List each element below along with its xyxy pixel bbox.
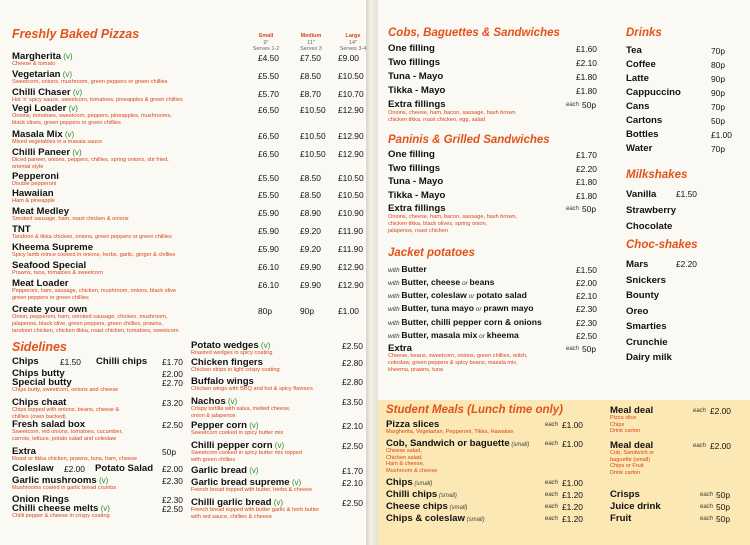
pizza-desc: Prawns, tuna, tomatoes & sweetcorn bbox=[12, 270, 104, 276]
price-medium: £10.50 bbox=[300, 131, 326, 141]
student-item-name: Chips (small) bbox=[386, 477, 433, 488]
price-large: £10.90 bbox=[338, 208, 364, 218]
sideline-name: Potato wedges (v) bbox=[191, 340, 271, 351]
pizza-name: Chilli Chaser (v) bbox=[12, 87, 83, 98]
meal-deal-desc: Drink carton bbox=[610, 469, 641, 476]
each-label: each bbox=[700, 504, 714, 510]
pizza-desc: oriental style bbox=[12, 164, 44, 170]
sideline-name: Chilli garlic bread (v) bbox=[191, 497, 284, 508]
size-large-header: Large 14" Serves 3-4 bbox=[339, 33, 367, 52]
sideline-name: Garlic bread supreme (v) bbox=[191, 477, 302, 488]
pizza-desc: green peppers or green chillies bbox=[12, 295, 89, 301]
pizza-name: Pepperoni bbox=[12, 171, 59, 182]
pizza-desc: Smoked sausage, ham, roast chicken & onions bbox=[12, 216, 129, 222]
size-medium-header: Medium 11" Serves 3 bbox=[300, 33, 322, 52]
drink-name: Water bbox=[626, 143, 653, 154]
meal-deal-name: Meal deal bbox=[610, 405, 654, 416]
sideline-desc: with green chillies bbox=[191, 457, 236, 463]
cobs-item-name: Tikka - Mayo bbox=[388, 85, 446, 96]
price-large: £12.90 bbox=[338, 262, 364, 272]
price-small: £5.90 bbox=[258, 244, 279, 254]
cobs-item-price: £1.80 bbox=[576, 86, 597, 96]
price-small: £5.50 bbox=[258, 71, 279, 81]
drink-price: 50p bbox=[711, 116, 725, 126]
sideline-desc: Chips butty, sweetcorn, onions and cheese bbox=[12, 387, 119, 393]
jacket-item-name: with Butter, masala mix or kheema bbox=[388, 330, 519, 340]
pizza-name: Masala Mix (v) bbox=[12, 129, 75, 140]
jacket-item-price: £2.30 bbox=[576, 304, 597, 314]
pizza-desc: tandoori chicken, chicken tikka, roast chicken, tomatoes, sweetcorn bbox=[12, 328, 179, 334]
student-extra-price: 50p bbox=[716, 490, 730, 500]
pizza-name: Meat Loader bbox=[12, 278, 69, 289]
sideline-price: £2.10 bbox=[342, 421, 363, 431]
milkshake-name: Strawberry bbox=[626, 205, 677, 216]
price-small: £6.10 bbox=[258, 262, 279, 272]
sideline-name: Special butty bbox=[12, 377, 72, 388]
meal-deal-desc: Chips bbox=[610, 421, 625, 428]
student-item-price: £1.00 bbox=[562, 420, 583, 430]
pizza-desc: Cheese & tomato bbox=[12, 61, 56, 67]
milkshake-name: Chocolate bbox=[626, 221, 673, 232]
jacket-item-price: £2.00 bbox=[576, 278, 597, 288]
student-extra-price: 50p bbox=[716, 514, 730, 524]
chocshake-name: Oreo bbox=[626, 305, 649, 317]
drink-price: 90p bbox=[711, 74, 725, 84]
sideline-desc: chillies (oven backed) bbox=[12, 414, 66, 420]
drink-price: 90p bbox=[711, 88, 725, 98]
drink-name: Cartons bbox=[626, 115, 663, 126]
sideline-name: Chips butty bbox=[12, 368, 65, 379]
jacket-title: Jacket potatoes bbox=[388, 247, 475, 259]
meal-deal-desc: Pizza slice bbox=[610, 415, 637, 421]
pizza-name: Margherita (v) bbox=[12, 51, 73, 62]
panini-item-name: Tuna - Mayo bbox=[388, 176, 444, 187]
jacket-item-name: with Butter, coleslaw or potato salad bbox=[388, 290, 527, 300]
cobs-item-name: One filling bbox=[388, 43, 435, 54]
sideline-desc: Roasted wedges in spicy coating bbox=[191, 350, 273, 356]
pizza-name: Hawaiian bbox=[12, 188, 54, 199]
sideline-desc: French bread topped with butter garlic & herb butter bbox=[191, 507, 320, 513]
price-medium: £8.50 bbox=[300, 71, 321, 81]
sideline-name: Coleslaw bbox=[12, 463, 54, 474]
drink-name: Cans bbox=[626, 101, 650, 112]
sideline-desc: French bread topped with butter, herbs & cheese bbox=[191, 487, 312, 493]
sideline-price: £2.50 bbox=[162, 420, 183, 430]
jacket-item-price: £2.10 bbox=[576, 291, 597, 301]
price-small: £4.50 bbox=[258, 53, 279, 63]
jacket-item-name: with Butter, cheese or beans bbox=[388, 277, 495, 287]
jacket-extra-name: Extra bbox=[388, 343, 412, 354]
pizza-desc: Sweetcorn, onions, mushroom, green peppers or green chillies bbox=[12, 79, 168, 85]
price-medium: £10.50 bbox=[300, 149, 326, 159]
panini-item-name: Two fillings bbox=[388, 163, 441, 174]
sideline-price: £1.50 bbox=[60, 357, 81, 367]
pizza-name: Meat Medley bbox=[12, 206, 70, 217]
student-item-price: £1.00 bbox=[562, 439, 583, 449]
sideline-price: £1.70 bbox=[342, 466, 363, 476]
drinks-title: Drinks bbox=[626, 27, 662, 39]
meal-deal-desc: Chips or Fruit bbox=[610, 463, 644, 469]
price-medium: £8.70 bbox=[300, 89, 321, 99]
each-label: each bbox=[700, 492, 714, 498]
sideline-name: Pepper corn (v) bbox=[191, 420, 259, 431]
each-label: each bbox=[693, 443, 707, 449]
pizza-title: Freshly Baked Pizzas bbox=[12, 27, 140, 41]
student-desc: Chicken salad, bbox=[386, 454, 423, 461]
meal-deal-desc: Cob, Sandwich or bbox=[610, 450, 655, 456]
sideline-desc: Crispy tortilla with salsa, melted cheese, bbox=[191, 406, 291, 412]
pizza-desc: Onions, tomatoes, sweetcorn, peppers, pineapples, mushrooms, bbox=[12, 113, 172, 119]
panini-item-name: Extra fillings bbox=[388, 203, 446, 214]
sideline-name: Fresh salad box bbox=[12, 419, 86, 430]
student-extra-name: Fruit bbox=[610, 513, 632, 524]
cobs-item-name: Extra fillings bbox=[388, 99, 446, 110]
drink-price: 70p bbox=[711, 144, 725, 154]
pizza-desc: Mixed vegetables in a masala sauce bbox=[12, 139, 103, 145]
each-label: each bbox=[545, 441, 559, 447]
chocshake-name: Crunchie bbox=[626, 336, 668, 348]
chocshake-name: Snickers bbox=[626, 274, 667, 286]
drink-name: Tea bbox=[626, 45, 642, 56]
chocshake-name: Mars bbox=[626, 259, 649, 270]
sideline-name: Garlic mushrooms (v) bbox=[12, 475, 109, 486]
sideline-name: Chilli pepper corn (v) bbox=[191, 440, 285, 451]
price-large: £10.70 bbox=[338, 89, 364, 99]
sideline-name: Extra bbox=[12, 446, 36, 457]
sideline-name: Chilli chips bbox=[96, 356, 148, 367]
student-item-name: Cob, Sandwich or baguette (small) bbox=[386, 438, 530, 449]
price-large: £12.90 bbox=[338, 280, 364, 290]
price-small: £6.10 bbox=[258, 280, 279, 290]
student-item-name: Cheese chips (small) bbox=[386, 501, 468, 512]
sideline-name: Garlic bread (v) bbox=[191, 465, 259, 476]
price-large: £12.90 bbox=[338, 131, 364, 141]
price-large: £9.00 bbox=[338, 53, 359, 63]
sideline-price: £2.50 bbox=[342, 498, 363, 508]
jacket-item-price: £2.50 bbox=[576, 331, 597, 341]
price-medium: £10.50 bbox=[300, 105, 326, 115]
sideline-price: £2.00 bbox=[64, 464, 85, 474]
drink-name: Latte bbox=[626, 73, 649, 84]
sideline-price: £2.00 bbox=[162, 369, 183, 379]
cobs-item-price: 50p bbox=[582, 100, 596, 110]
cobs-item-name: Two fillings bbox=[388, 57, 441, 68]
pizza-name: Chilli Paneer (v) bbox=[12, 147, 82, 158]
pizza-desc: Double pepperoni bbox=[12, 181, 57, 187]
paninis-title: Paninis & Grilled Sandwiches bbox=[388, 134, 550, 146]
pizza-name: Create your own bbox=[12, 304, 88, 315]
each-label: each bbox=[566, 206, 580, 212]
chocshakes-price: £2.20 bbox=[676, 259, 697, 269]
price-small: £5.50 bbox=[258, 190, 279, 200]
student-item-price: £1.20 bbox=[562, 514, 583, 524]
price-large: £10.50 bbox=[338, 71, 364, 81]
student-extra-name: Crisps bbox=[610, 489, 640, 500]
price-small: £5.90 bbox=[258, 208, 279, 218]
chocshake-name: Smarties bbox=[626, 321, 667, 332]
sideline-price: £2.80 bbox=[342, 377, 363, 387]
panini-item-name: One filling bbox=[388, 149, 435, 160]
panini-desc: jalapenos, roast chicken bbox=[388, 228, 449, 234]
sideline-price: £2.50 bbox=[342, 441, 363, 451]
sideline-price: £2.80 bbox=[342, 358, 363, 368]
each-label: each bbox=[693, 408, 707, 414]
price-medium: £8.50 bbox=[300, 173, 321, 183]
milkshake-name: Vanilla bbox=[626, 189, 657, 200]
student-desc: Cheese salad, bbox=[386, 448, 422, 454]
sideline-desc: Chips topped with onions, beans, cheese & bbox=[12, 407, 120, 413]
sideline-desc: onion & jalapenos bbox=[191, 413, 236, 419]
chocshake-name: Dairy milk bbox=[626, 352, 672, 363]
cobs-item-price: £1.60 bbox=[576, 44, 597, 54]
panini-item-price: £1.80 bbox=[576, 191, 597, 201]
pizza-desc: jalapenos, black olive, green peppers, green chillies, prawns, bbox=[12, 321, 163, 327]
price-large: £10.50 bbox=[338, 190, 364, 200]
price-medium: 90p bbox=[300, 306, 314, 316]
each-label: each bbox=[545, 480, 559, 486]
meal-deal-desc: Drink carton bbox=[610, 428, 641, 434]
cobs-title: Cobs, Baguettes & Sandwiches bbox=[388, 27, 560, 39]
sideline-price: £2.30 bbox=[162, 495, 183, 505]
price-medium: £9.20 bbox=[300, 244, 321, 254]
meal-deal-name: Meal deal bbox=[610, 440, 654, 451]
sideline-price: £2.00 bbox=[162, 464, 183, 474]
price-small: £5.70 bbox=[258, 89, 279, 99]
price-medium: £9.90 bbox=[300, 280, 321, 290]
sideline-price: £2.50 bbox=[162, 504, 183, 514]
price-small: £6.50 bbox=[258, 149, 279, 159]
sideline-desc: Roast or tikka chicken, prawns, tuna, ham, cheese bbox=[12, 456, 137, 462]
pizza-name: Kheema Supreme bbox=[12, 242, 94, 253]
student-item-price: £1.00 bbox=[562, 478, 583, 488]
sideline-name: Chilli cheese melts (v) bbox=[12, 503, 110, 514]
cobs-desc: Onions, cheese, ham, bacon, sausage, hash brown bbox=[388, 110, 516, 116]
chocshake-name: Bounty bbox=[626, 290, 660, 301]
sideline-desc: Sweetcorn, red onions, tomatoes, cucumber, bbox=[12, 429, 123, 435]
price-small: £5.90 bbox=[258, 226, 279, 236]
pizza-desc: Ham & pineapple bbox=[12, 198, 55, 204]
price-small: £5.50 bbox=[258, 173, 279, 183]
sideline-price: £2.10 bbox=[342, 478, 363, 488]
sideline-name: Chips chaat bbox=[12, 397, 67, 408]
drink-name: Coffee bbox=[626, 59, 656, 70]
drink-name: Cappuccino bbox=[626, 87, 681, 98]
student-item-name: Chilli chips (small) bbox=[386, 489, 457, 500]
panini-desc: Onions, cheese, ham, bacon, sausage, hash brown, bbox=[388, 214, 518, 220]
sideline-price: £2.50 bbox=[342, 341, 363, 351]
each-label: each bbox=[545, 516, 559, 522]
student-item-name: Chips & coleslaw (small) bbox=[386, 513, 485, 524]
drink-price: 70p bbox=[711, 46, 725, 56]
panini-item-price: £1.70 bbox=[576, 150, 597, 160]
sideline-desc: Chicken wings with BBQ and hot & spicy flavours bbox=[191, 386, 313, 392]
student-desc: Ham & cheese, bbox=[386, 461, 425, 467]
jacket-extra-price: 50p bbox=[582, 344, 596, 354]
student-extra-name: Juice drink bbox=[610, 501, 661, 512]
pizza-name: Vegi Loader (v) bbox=[12, 103, 78, 114]
sideline-name: Chips bbox=[12, 356, 39, 367]
pizza-desc: Spicy lamb mince cooked in onions, herbs, garlic, ginger & chillies bbox=[12, 252, 176, 258]
jacket-desc: coleslaw, green peppers & spicy beans, masala mix, bbox=[388, 360, 518, 366]
chocshakes-title: Choc-shakes bbox=[626, 239, 698, 251]
price-medium: £9.20 bbox=[300, 226, 321, 236]
meal-deal-price: £2.00 bbox=[710, 441, 731, 451]
sideline-desc: Sweetcorn cooked in spicy butter mix topped bbox=[191, 450, 303, 456]
sideline-desc: carrots, lettuce, potato salad and coleslaw bbox=[12, 436, 117, 442]
student-extra-price: 50p bbox=[716, 502, 730, 512]
cobs-item-price: £1.80 bbox=[576, 72, 597, 82]
price-medium: £8.90 bbox=[300, 208, 321, 218]
milkshakes-price: £1.50 bbox=[676, 189, 697, 199]
drink-price: 70p bbox=[711, 102, 725, 112]
jacket-desc: kheema, prawns, tuna bbox=[388, 367, 444, 373]
pizza-name: Seafood Special bbox=[12, 260, 87, 271]
price-large: £12.90 bbox=[338, 105, 364, 115]
sidelines-title: Sidelines bbox=[12, 340, 67, 354]
sideline-desc: Sweetcorn cooked in spicy butter mix bbox=[191, 430, 284, 436]
pizza-desc: Onion, pepperoni, ham, smoked sausage, chicken, mushroom, bbox=[12, 314, 168, 320]
jacket-desc: Cheese, beans, sweetcorn, onions, green chillies, relish, bbox=[388, 353, 528, 359]
sideline-desc: Mushrooms coated in garlic bread crumbs bbox=[12, 485, 117, 491]
sideline-desc: with red sauce, chillies & cheese bbox=[191, 514, 272, 520]
sideline-desc: Chilli pepper & cheese in crispy coating bbox=[12, 513, 110, 519]
price-large: £10.50 bbox=[338, 173, 364, 183]
pizza-name: Vegetarian (v) bbox=[12, 69, 73, 80]
page-fold bbox=[366, 0, 378, 545]
meal-deal-desc: baguette (small) bbox=[610, 456, 651, 463]
panini-item-name: Tikka - Mayo bbox=[388, 190, 446, 201]
sideline-price: 50p bbox=[162, 447, 176, 457]
sideline-name: Onion Rings bbox=[12, 494, 70, 505]
student-item-name: Pizza slices bbox=[386, 419, 440, 430]
jacket-item-name: with Butter, chilli pepper corn & onions bbox=[388, 317, 542, 327]
milkshakes-title: Milkshakes bbox=[626, 169, 688, 181]
price-medium: £7.50 bbox=[300, 53, 321, 63]
each-label: each bbox=[700, 516, 714, 522]
pizza-desc: Hot 'n' spicy sauce, sweetcorn, tomatoes, pineapples & green chillies bbox=[12, 97, 183, 103]
price-medium: £9.90 bbox=[300, 262, 321, 272]
price-large: £1.00 bbox=[338, 306, 359, 316]
price-small: £6.50 bbox=[258, 105, 279, 115]
size-small-header: Small 9" Serves 1-2 bbox=[252, 33, 280, 52]
each-label: each bbox=[545, 492, 559, 498]
price-small: £6.50 bbox=[258, 131, 279, 141]
cobs-item-price: £2.10 bbox=[576, 58, 597, 68]
jacket-item-name: with Butter, tuna mayo or prawn mayo bbox=[388, 303, 534, 313]
sideline-price: £1.70 bbox=[162, 357, 183, 367]
panini-item-price: £1.80 bbox=[576, 177, 597, 187]
sideline-price: £3.20 bbox=[162, 398, 183, 408]
student-desc: Margherita, Vegetarian, Pepperoni, Tikka, Hawaiian bbox=[386, 429, 514, 435]
student-item-price: £1.20 bbox=[562, 490, 583, 500]
student-desc: Mushroom & cheese bbox=[386, 467, 438, 474]
sideline-price: £2.70 bbox=[162, 378, 183, 388]
sideline-price: £3.50 bbox=[342, 397, 363, 407]
pizza-desc: Pepperoni, ham, sausage, chicken, mushroom, onions, black olive bbox=[12, 288, 177, 294]
panini-desc: chicken tikka, black olives, spring onion, bbox=[388, 221, 488, 227]
meal-deal-price: £2.00 bbox=[710, 406, 731, 416]
drink-price: £1.00 bbox=[711, 130, 732, 140]
cobs-desc: chicken tikka, roast chicken, egg, salad bbox=[388, 117, 486, 123]
pizza-desc: Diced paneer, onions, peppers, chillies, spring onions, stir fried, bbox=[12, 157, 169, 163]
pizza-desc: black olives, green peppers or green chillies bbox=[12, 120, 121, 126]
sideline-name: Buffalo wings bbox=[191, 376, 254, 387]
sideline-name: Chicken fingers bbox=[191, 357, 263, 368]
sideline-name: Nachos (v) bbox=[191, 396, 238, 407]
student-title: Student Meals (Lunch time only) bbox=[386, 404, 563, 416]
each-label: each bbox=[566, 102, 580, 108]
cobs-item-name: Tuna - Mayo bbox=[388, 71, 444, 82]
panini-item-price: £2.20 bbox=[576, 164, 597, 174]
price-medium: £8.50 bbox=[300, 190, 321, 200]
sideline-desc: Chicken strips in light crispy coating bbox=[191, 367, 280, 373]
each-label: each bbox=[545, 422, 559, 428]
price-large: £11.90 bbox=[338, 226, 363, 236]
price-large: £12.90 bbox=[338, 149, 364, 159]
sideline-price: £2.30 bbox=[162, 476, 183, 486]
drink-price: 80p bbox=[711, 60, 725, 70]
sideline-name: Potato Salad bbox=[95, 463, 154, 474]
jacket-item-price: £1.50 bbox=[576, 265, 597, 275]
pizza-desc: Tandoori & tikka chicken, onions, green peppers or green chillies bbox=[12, 234, 172, 240]
each-label: each bbox=[545, 504, 559, 510]
pizza-name: TNT bbox=[12, 224, 31, 235]
price-small: 80p bbox=[258, 306, 272, 316]
drink-name: Bottles bbox=[626, 129, 659, 140]
jacket-item-price: £2.30 bbox=[576, 318, 597, 328]
price-large: £11.90 bbox=[338, 244, 363, 254]
panini-item-price: 50p bbox=[582, 204, 596, 214]
jacket-item-name: with Butter bbox=[388, 264, 427, 274]
student-item-price: £1.20 bbox=[562, 502, 583, 512]
each-label: each bbox=[566, 346, 580, 352]
